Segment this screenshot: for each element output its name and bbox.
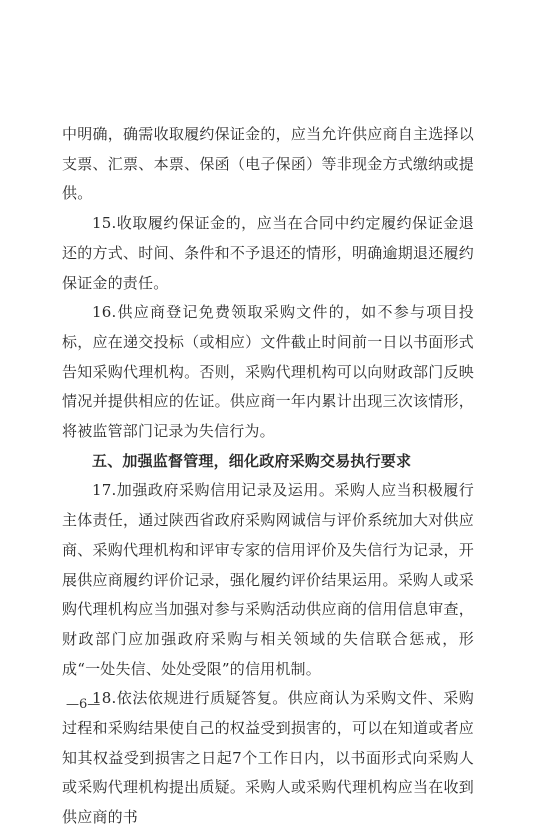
paragraph-item-16: 16.供应商登记免费领取采购文件的，如不参与项目投标，应在递交投标（或相应）文件截止时间前一日以书面形式告知采购代理机构。否则，采购代理机构可以向财政部门反映情况并提供相应的佐证。供应商一年内累计出现三次该情形，将被监管部门记录为失信行为。 xyxy=(62,303,474,441)
paragraph-continuation: 中明确，确需收取履约保证金的，应当允许供应商自主选择以支票、汇票、本票、保函（电子保函）等非现金方式缴纳或提供。 xyxy=(62,125,474,203)
section-heading: 五、加强监督管理，细化政府采购交易执行要求 xyxy=(92,451,412,470)
paragraph-item-15: 15.收取履约保证金的，应当在合同中约定履约保证金退还的方式、时间、条件和不予退还的情形，明确逾期退还履约保证金的责任。 xyxy=(62,214,474,292)
page-number: —6— xyxy=(66,697,101,712)
paragraph-item-18: 18.依法依规进行质疑答复。供应商认为采购文件、采购过程和采购结果使自己的权益受到损害的，可以在知道或者应知其权益受到损害之日起7个工作日内，以书面形式向采购人或采购代理机构提出质疑。采购人或采购代理机构应当在收到供应商的书 xyxy=(62,689,474,827)
paragraph-item-17: 17.加强政府采购信用记录及运用。采购人应当积极履行主体责任，通过陕西省政府采购网诚信与评价系统加大对供应商、采购代理机构和评审专家的信用评价及失信行为记录，开展供应商履约评价记录，强化履约评价结果运用。采购人或采购代理机构应当加强对参与采购活动供应商的信用信息审查，财政部门应加强政府采购与相关领域的失信联合惩戒，形成“一处失信、处处受限”的信用机制。 xyxy=(62,481,474,678)
document-body xyxy=(62,120,474,833)
